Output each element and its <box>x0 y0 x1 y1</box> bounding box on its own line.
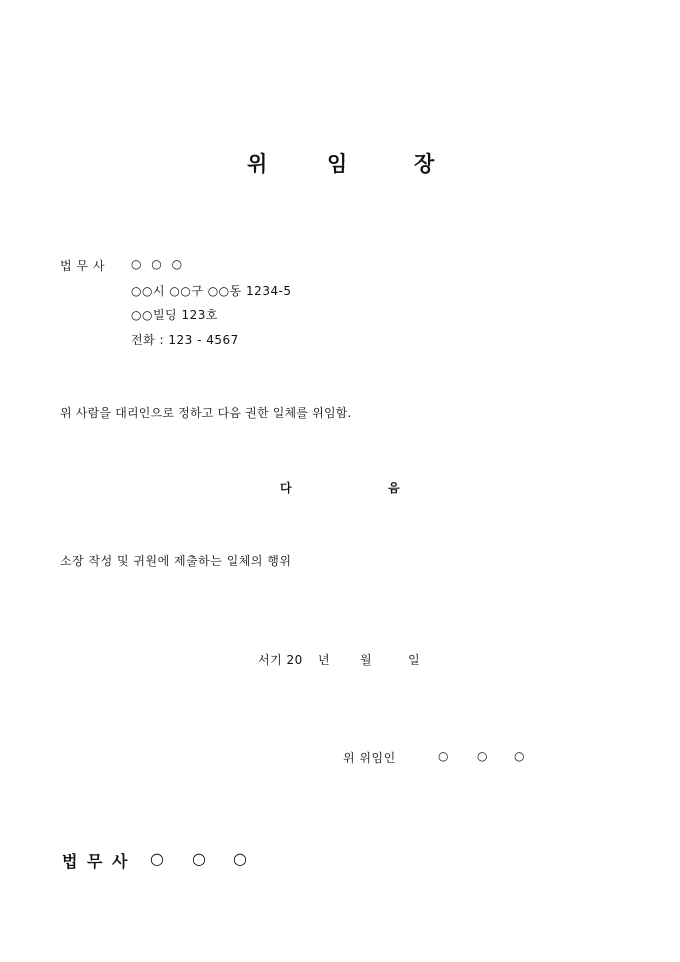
date-month-unit: 월 <box>360 653 373 667</box>
footer-name-char-2: ○ <box>192 849 206 868</box>
title-char-1: 위 <box>247 151 268 176</box>
date-year-unit: 년 <box>318 653 331 667</box>
footer-name-char-1: ○ <box>150 849 164 868</box>
delegator-label: 위 위임인 <box>343 751 396 765</box>
date-era: 서기 20 <box>258 653 303 667</box>
title-char-2: 임 <box>327 151 348 176</box>
lawyer-label: 법 무 사 <box>60 259 105 273</box>
section-heading-char-2: 음 <box>388 481 400 495</box>
delegator-name-char-3: ○ <box>514 749 525 763</box>
delegator-name-char-2: ○ <box>477 749 488 763</box>
delegator-name-char-1: ○ <box>438 749 449 763</box>
title-char-3: 장 <box>414 151 435 176</box>
document-title <box>0 148 680 178</box>
lawyer-address-line2: ○○빌딩 123호 <box>131 308 218 322</box>
lawyer-phone: 전화 : 123 - 4567 <box>131 333 239 347</box>
footer-signature <box>0 849 680 873</box>
footer-name-char-3: ○ <box>233 849 247 868</box>
footer-label: 법 무 사 <box>62 852 130 871</box>
delegation-statement: 위 사람을 대리인으로 정하고 다음 권한 일체를 위임함. <box>60 406 352 420</box>
lawyer-address-line1: ○○시 ○○구 ○○동 1234-5 <box>131 284 292 298</box>
date-day-unit: 일 <box>408 653 421 667</box>
delegation-scope: 소장 작성 및 귀원에 제출하는 일체의 행위 <box>60 554 292 568</box>
lawyer-name: ○ ○ ○ <box>131 257 186 271</box>
section-heading-char-1: 다 <box>280 481 292 495</box>
